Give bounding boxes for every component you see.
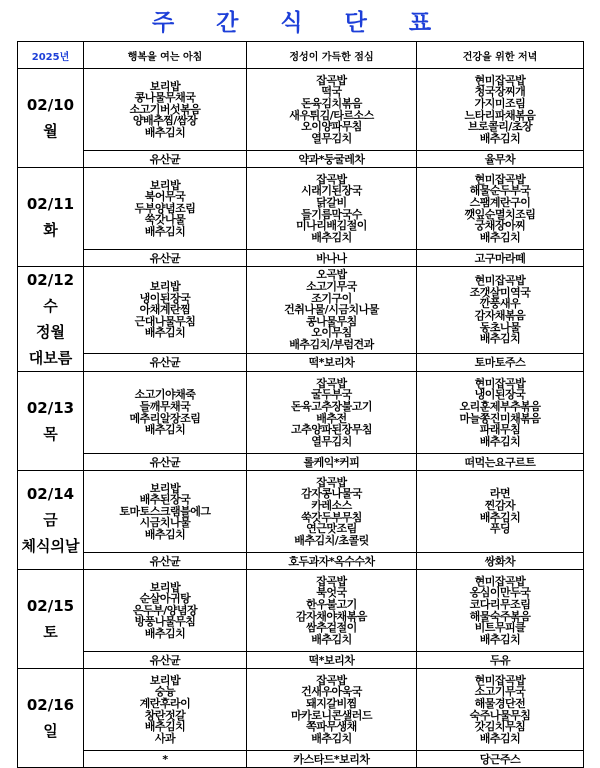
menu-item: 라면 <box>489 487 511 501</box>
menu-item: 느타리파채볶음 <box>464 108 536 122</box>
menu-item: 동초나물 <box>479 320 521 334</box>
menu-item: 해물순두부국 <box>469 184 531 198</box>
menu-item: 냉이된장국 <box>474 388 526 402</box>
menu-item: 토마토스크램블에그 <box>119 504 211 518</box>
day-note: 금 <box>43 511 58 529</box>
menu-item: 쪽파무생채 <box>306 720 357 734</box>
breakfast-snack: 유산균 <box>84 353 247 371</box>
menu-item: 메추리알장조림 <box>129 411 201 425</box>
menu-item: 연근맛조림 <box>306 522 357 536</box>
menu-item: 닭갈비 <box>316 195 347 209</box>
breakfast-menu <box>84 570 247 652</box>
menu-item: 굴두부국 <box>311 388 352 402</box>
menu-item: 배추김치 <box>479 731 521 745</box>
breakfast-snack: 유산균 <box>84 151 247 168</box>
day-label <box>18 669 84 768</box>
menu-item: 현미잡곡밥 <box>474 274 526 288</box>
day-snack-row <box>18 652 584 669</box>
day-label <box>18 570 84 669</box>
day-note: 수 <box>43 297 58 315</box>
dinner-menu <box>417 168 584 250</box>
menu-item: 사과 <box>154 731 176 745</box>
menu-item: 새우튀김/타르소스 <box>289 108 374 122</box>
menu-item: 배추김치 <box>144 626 186 640</box>
menu-item: 해물숙주볶음 <box>469 609 531 623</box>
menu-item: 조기구이 <box>311 291 352 305</box>
menu-item: 소고기버섯볶음 <box>129 102 201 116</box>
lunch-menu <box>247 471 417 553</box>
day-label <box>18 267 84 372</box>
day-note: 목 <box>43 425 58 443</box>
dinner-header: 건강을 위한 저녁 <box>417 42 584 69</box>
menu-item: 오곡밥 <box>316 268 347 282</box>
lunch-menu <box>247 669 417 751</box>
lunch-snack: 약과*둥굴레차 <box>247 151 417 168</box>
menu-item: 감자채야채볶음 <box>296 609 367 623</box>
day-label <box>18 471 84 570</box>
lunch-menu <box>247 168 417 250</box>
menu-item: 아채계란찜 <box>139 303 191 317</box>
dinner-snack: 두유 <box>417 652 584 669</box>
day-note: 대보름 <box>28 349 73 367</box>
dinner-snack: 토마토주스 <box>417 353 584 371</box>
dinner-snack: 고구마라떼 <box>417 250 584 267</box>
breakfast-menu <box>84 267 247 354</box>
breakfast-snack: 유산균 <box>84 553 247 570</box>
menu-item: 카레소스 <box>311 498 352 512</box>
menu-item: 잡곡밥 <box>316 73 347 87</box>
day-meal-row <box>18 570 584 652</box>
menu-item: 비트무피클 <box>474 621 526 635</box>
menu-item: 돈육김치볶음 <box>301 96 362 110</box>
dinner-menu <box>417 372 584 454</box>
menu-item: 배추김치 <box>479 332 521 346</box>
menu-item: 배추김치 <box>311 230 352 244</box>
menu-item: 계란후라이 <box>139 696 191 710</box>
menu-item: 순살아귀탕 <box>139 592 191 606</box>
menu-item: 배추김치 <box>311 731 352 745</box>
menu-item: 조갯살미역국 <box>469 285 531 299</box>
lunch-header: 정성이 가득한 점심 <box>247 42 417 69</box>
lunch-snack: 롤케익*커피 <box>247 454 417 471</box>
menu-item: 현미잡곡밥 <box>474 172 526 186</box>
menu-item: 배추김치 <box>144 423 186 437</box>
menu-item: 건취나물/시금치나물 <box>284 303 379 317</box>
menu-item: 브로콜리/초장 <box>467 120 533 134</box>
menu-item: 배추김치 <box>479 632 521 646</box>
dinner-snack: 당근주스 <box>417 751 584 768</box>
menu-item: 미나리배김절이 <box>296 219 367 233</box>
menu-item: 고추양파된장무침 <box>290 423 372 437</box>
menu-item: 잡곡밥 <box>316 574 347 588</box>
menu-item: 북어무국 <box>144 190 186 204</box>
menu-item: 궁채장아찌 <box>474 219 526 233</box>
dinner-menu <box>417 267 584 354</box>
lunch-menu <box>247 372 417 454</box>
day-note: 체식의날 <box>21 537 80 555</box>
menu-item: 청국장찌개 <box>474 85 526 99</box>
menu-item: 배추김치/부럼견과 <box>289 337 374 351</box>
menu-item: 배추김치 <box>144 326 186 340</box>
menu-item: 북엇국 <box>316 586 347 600</box>
menu-item: 숭늉 <box>154 685 176 699</box>
menu-item: 배추김치 <box>479 131 521 145</box>
menu-item: 열무김치 <box>311 434 352 448</box>
day-date: 02/16 <box>26 696 75 714</box>
menu-item: 배추김치 <box>479 434 521 448</box>
menu-item: 스팸계란구이 <box>469 195 531 209</box>
header-row <box>18 42 584 69</box>
day-snack-row <box>18 250 584 267</box>
breakfast-snack: 유산균 <box>84 652 247 669</box>
menu-item: 시금치나물 <box>139 516 191 530</box>
weekly-menu-table <box>17 41 584 768</box>
day-label <box>18 372 84 471</box>
menu-item: 가지미조림 <box>474 96 526 110</box>
menu-item: 현미잡곡밥 <box>474 73 526 87</box>
menu-item: 감자채볶음 <box>474 308 526 322</box>
dinner-snack: 율무차 <box>417 151 584 168</box>
day-snack-row <box>18 454 584 471</box>
menu-item: 콩나물무침 <box>306 314 357 328</box>
day-meal-row <box>18 267 584 354</box>
menu-item: 배추김치/초콜릿 <box>294 533 369 547</box>
menu-item: 보리밥 <box>149 481 181 495</box>
menu-item: 창란젓갈 <box>144 708 186 722</box>
breakfast-snack: 유산균 <box>84 454 247 471</box>
menu-item: 냉이된장국 <box>139 291 191 305</box>
breakfast-menu <box>84 168 247 250</box>
lunch-menu <box>247 267 417 354</box>
page-title: 주 간 식 단 표 <box>151 10 449 36</box>
menu-item: 잡곡밥 <box>316 172 347 186</box>
day-meal-row <box>18 669 584 751</box>
menu-item: 마늘쫑진미채볶음 <box>459 411 541 425</box>
day-note: 월 <box>43 122 58 140</box>
day-snack-row <box>18 553 584 570</box>
menu-item: 오이양파무침 <box>301 120 362 134</box>
menu-item: 근대나물무침 <box>134 314 196 328</box>
day-date: 02/15 <box>26 597 75 615</box>
lunch-menu <box>247 570 417 652</box>
menu-item: 건새우아욱국 <box>301 685 362 699</box>
dinner-snack: 쌍화차 <box>417 553 584 570</box>
dinner-menu <box>417 570 584 652</box>
menu-item: 소고기무국 <box>474 685 526 699</box>
breakfast-snack: 유산균 <box>84 250 247 267</box>
menu-item: 오리훈제부추볶음 <box>459 399 541 413</box>
day-snack-row <box>18 151 584 168</box>
menu-item: 갓김치무침 <box>474 720 526 734</box>
menu-item: 쌈추겉절이 <box>306 621 357 635</box>
menu-item: 보리밥 <box>149 280 181 293</box>
breakfast-menu <box>84 471 247 553</box>
menu-item: 배추김치 <box>479 230 521 244</box>
breakfast-snack: * <box>84 751 247 768</box>
menu-item: 잡곡밥 <box>316 475 347 489</box>
lunch-snack: 떡*보리차 <box>247 652 417 669</box>
menu-item: 배추김치 <box>144 224 186 238</box>
menu-item: 두부양념조림 <box>134 201 196 215</box>
menu-item: 잡곡밥 <box>316 673 347 687</box>
dinner-menu <box>417 471 584 553</box>
day-snack-row <box>18 353 584 371</box>
menu-item: 배추김치 <box>144 125 186 139</box>
menu-item: 오이무침 <box>311 326 352 340</box>
menu-item: 옹심이만두국 <box>469 586 531 600</box>
menu-item: 깐풍새우 <box>479 297 521 311</box>
menu-item: 들기름막국수 <box>301 207 362 221</box>
lunch-snack: 카스타드*보리차 <box>247 751 417 768</box>
dinner-menu <box>417 69 584 151</box>
menu-item: 잡곡밥 <box>316 376 347 390</box>
menu-item: 현미잡곡밥 <box>474 673 526 687</box>
breakfast-menu <box>84 372 247 454</box>
menu-item: 해물경단전 <box>474 696 526 710</box>
dinner-snack: 떠먹는요구르트 <box>417 454 584 471</box>
lunch-snack: 호두과자*옥수수차 <box>247 553 417 570</box>
menu-item: 소고기무국 <box>306 280 357 293</box>
dinner-menu <box>417 669 584 751</box>
menu-item: 방풍나물무침 <box>134 615 196 629</box>
menu-item: 마카로니콘샐러드 <box>290 708 372 722</box>
menu-item: 돼지갈비찜 <box>306 696 357 710</box>
menu-item: 보리밥 <box>149 79 181 93</box>
menu-item: 배추김치 <box>144 720 186 734</box>
day-meal-row <box>18 372 584 454</box>
menu-item: 푸딩 <box>489 522 511 536</box>
breakfast-menu <box>84 669 247 751</box>
menu-item: 콩나물무채국 <box>134 91 196 105</box>
menu-item: 현미잡곡밥 <box>474 574 526 588</box>
day-meal-row <box>18 168 584 250</box>
menu-item: 현미잡곡밥 <box>474 376 526 390</box>
menu-item: 찐감자 <box>484 498 516 512</box>
day-meal-row <box>18 471 584 553</box>
day-note: 토 <box>43 623 58 641</box>
menu-item: 소고기야채죽 <box>134 388 196 402</box>
year-header: 2025년 <box>18 42 84 69</box>
menu-body <box>18 69 584 768</box>
menu-item: 은두부/양념장 <box>132 603 198 617</box>
menu-item: 감자콩나물국 <box>301 487 362 501</box>
menu-item: 배추김치 <box>479 510 521 524</box>
lunch-snack: 떡*보리차 <box>247 353 417 371</box>
day-snack-row <box>18 751 584 768</box>
menu-item: 배추된장국 <box>139 493 191 507</box>
day-date: 02/12 <box>26 271 75 289</box>
menu-item: 열무김치 <box>311 131 352 145</box>
breakfast-menu <box>84 69 247 151</box>
day-meal-row <box>18 69 584 151</box>
menu-item: 보리밥 <box>149 178 181 192</box>
day-date: 02/13 <box>26 399 75 417</box>
menu-item: 떡국 <box>321 85 342 99</box>
day-date: 02/11 <box>26 195 75 213</box>
menu-item: 숙주나물무침 <box>469 708 531 722</box>
menu-item: 배추전 <box>316 411 347 425</box>
lunch-snack: 바나나 <box>247 250 417 267</box>
lunch-menu <box>247 69 417 151</box>
menu-item: 한우불고기 <box>306 597 357 611</box>
menu-item: 배추김치 <box>311 632 352 646</box>
menu-item: 코다리무조림 <box>469 597 531 611</box>
menu-item: 보리밥 <box>149 580 181 594</box>
menu-item: 쑥갓나물 <box>144 213 186 227</box>
day-date: 02/14 <box>26 485 75 503</box>
menu-item: 깻잎순멸치조림 <box>464 207 536 221</box>
menu-item: 보리밥 <box>149 673 181 687</box>
menu-item: 돈육고추장불고기 <box>290 399 372 413</box>
day-date: 02/10 <box>26 96 75 114</box>
menu-item: 시래기된장국 <box>301 184 362 198</box>
day-label <box>18 168 84 267</box>
menu-item: 배추김치 <box>144 527 186 541</box>
menu-item: 들깨무채국 <box>139 399 191 413</box>
day-note: 화 <box>43 221 58 239</box>
menu-item: 쑥갓두부무침 <box>301 510 362 524</box>
breakfast-header: 행복을 여는 아침 <box>84 42 247 69</box>
day-label <box>18 69 84 168</box>
day-note: 정월 <box>36 323 65 341</box>
day-note: 일 <box>43 722 58 740</box>
menu-item: 파래무침 <box>479 423 521 437</box>
menu-item: 양배추찜/쌈장 <box>132 114 198 128</box>
